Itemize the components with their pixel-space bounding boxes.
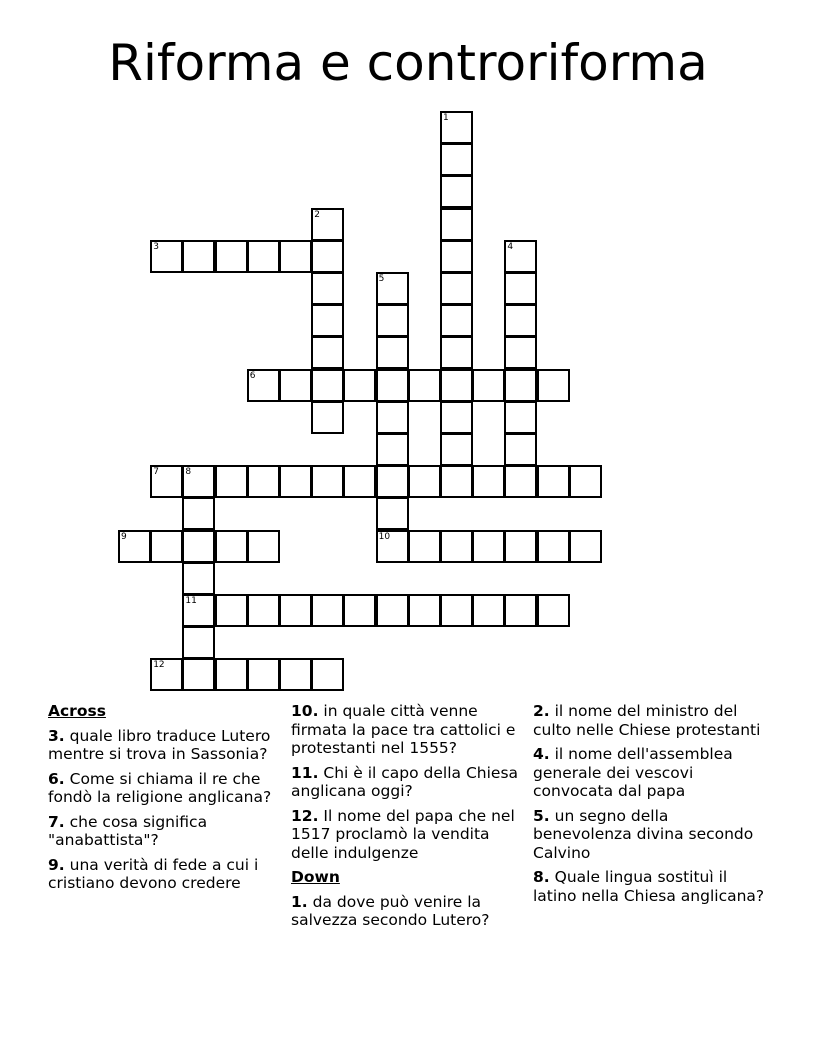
clues-column-1: [48, 702, 274, 899]
clue-down-2: 2. il nome del ministro del culto nelle Chiese protestanti: [533, 702, 761, 739]
grid-cell[interactable]: [247, 530, 280, 563]
cell-number: 11: [185, 596, 197, 606]
grid-cell[interactable]: [376, 336, 409, 369]
grid-cell[interactable]: [472, 465, 505, 498]
grid-cell[interactable]: [311, 465, 344, 498]
grid-cell[interactable]: [504, 304, 537, 337]
grid-cell[interactable]: [150, 240, 183, 273]
grid-cell[interactable]: [440, 401, 473, 434]
grid-cell[interactable]: [150, 465, 183, 498]
grid-cell[interactable]: [472, 530, 505, 563]
grid-cell[interactable]: [343, 465, 376, 498]
grid-cell[interactable]: [472, 369, 505, 402]
grid-cell[interactable]: [311, 304, 344, 337]
cell-number: 3: [153, 241, 159, 252]
grid-cell[interactable]: [279, 594, 312, 627]
down-heading: Down: [291, 868, 340, 886]
grid-cell[interactable]: [440, 594, 473, 627]
grid-cell[interactable]: [408, 369, 441, 402]
clue-down-8: 8. Quale lingua sostituì il latino nella Chiesa anglicana?: [533, 868, 765, 905]
grid-cell[interactable]: [569, 530, 602, 563]
grid-cell[interactable]: [182, 497, 215, 530]
grid-cell[interactable]: [311, 401, 344, 434]
grid-cell[interactable]: [182, 530, 215, 563]
grid-cell[interactable]: [408, 594, 441, 627]
grid-cell[interactable]: [504, 433, 537, 466]
grid-cell[interactable]: [279, 658, 312, 691]
grid-cell[interactable]: [182, 626, 215, 659]
grid-cell[interactable]: [150, 658, 183, 691]
cell-number: 12: [153, 660, 165, 671]
grid-cell[interactable]: [343, 369, 376, 402]
grid-cell[interactable]: [311, 208, 344, 241]
grid-cell[interactable]: [569, 465, 602, 498]
grid-cell[interactable]: [215, 240, 248, 273]
grid-cell[interactable]: [343, 594, 376, 627]
grid-cell[interactable]: [440, 175, 473, 208]
grid-cell[interactable]: [279, 240, 312, 273]
grid-cell[interactable]: [440, 240, 473, 273]
grid-cell[interactable]: [440, 530, 473, 563]
grid-cell[interactable]: [537, 530, 570, 563]
grid-cell[interactable]: [182, 594, 215, 627]
grid-cell[interactable]: [279, 465, 312, 498]
clue-across-9: 9. una verità di fede a cui i cristiano devono credere: [48, 855, 259, 892]
cell-number: 1: [443, 113, 449, 123]
page-title: Riforma e controriforma: [108, 34, 708, 92]
grid-cell[interactable]: [376, 497, 409, 530]
grid-cell[interactable]: [247, 369, 280, 402]
grid-cell[interactable]: [182, 465, 215, 498]
grid-cell[interactable]: [182, 658, 215, 691]
clues-column-3: [533, 702, 765, 911]
cell-number: 6: [249, 370, 256, 381]
grid-cell[interactable]: [215, 465, 248, 498]
grid-cell[interactable]: [182, 240, 215, 273]
clue-across-7: 7. che cosa significa "anabattista"?: [48, 812, 208, 849]
cell-number: 4: [507, 241, 514, 252]
clue-down-1: 1. da dove può venire la salvezza secondo Lutero?: [291, 892, 490, 929]
grid-cell[interactable]: [504, 465, 537, 498]
grid-cell[interactable]: [504, 401, 537, 434]
grid-cell[interactable]: [440, 208, 473, 241]
clue-down-4: 4. il nome dell'assemblea generale dei vescovi convocata dal papa: [533, 745, 733, 800]
grid-cell[interactable]: [376, 465, 409, 498]
grid-cell[interactable]: [440, 272, 473, 305]
grid-cell[interactable]: [440, 304, 473, 337]
grid-cell[interactable]: [118, 530, 151, 563]
grid-cell[interactable]: [150, 530, 183, 563]
grid-cell[interactable]: [182, 562, 215, 595]
grid-cell[interactable]: [440, 433, 473, 466]
grid-cell[interactable]: [311, 240, 344, 273]
grid-cell[interactable]: [215, 658, 248, 691]
grid-cell[interactable]: [376, 530, 409, 563]
grid-cell[interactable]: [504, 336, 537, 369]
grid-cell[interactable]: [408, 465, 441, 498]
grid-cell[interactable]: [537, 594, 570, 627]
grid-cell[interactable]: [247, 658, 280, 691]
cell-number: 7: [153, 467, 159, 478]
grid-cell[interactable]: [440, 465, 473, 498]
cell-number: 9: [121, 531, 127, 542]
grid-cell[interactable]: [537, 465, 570, 498]
grid-cell[interactable]: [504, 594, 537, 627]
grid-cell[interactable]: [440, 336, 473, 369]
grid-cell[interactable]: [247, 465, 280, 498]
clue-across-11: 11. Chi è il capo della Chiesa anglicana oggi?: [291, 763, 519, 800]
grid-cell[interactable]: [504, 272, 537, 305]
grid-cell[interactable]: [376, 369, 409, 402]
clue-across-10: 10. in quale città venne firmata la pace tra cattolici e protestanti nel 1555?: [291, 702, 516, 757]
grid-cell[interactable]: [440, 143, 473, 176]
grid-cell[interactable]: [311, 369, 344, 402]
grid-cell[interactable]: [504, 530, 537, 563]
clue-across-6: 6. Come si chiama il re che fondò la religione anglicana?: [48, 769, 272, 806]
grid-cell[interactable]: [311, 272, 344, 305]
grid-cell[interactable]: [247, 240, 280, 273]
clue-down-5: 5. un segno della benevolenza divina secondo Calvino: [533, 806, 754, 862]
cell-number: 2: [314, 209, 320, 220]
grid-cell[interactable]: [440, 111, 473, 144]
clue-across-12: 12. Il nome del papa che nel 1517 proclamò la vendita delle indulgenze: [291, 806, 515, 862]
grid-cell[interactable]: [279, 369, 312, 402]
grid-cell[interactable]: [376, 272, 409, 305]
clue-across-3: 3. quale libro traduce Lutero mentre si trova in Sassonia?: [48, 726, 271, 763]
grid-cell[interactable]: [311, 336, 344, 369]
cell-number: 8: [185, 467, 192, 478]
grid-cell[interactable]: [440, 369, 473, 402]
cell-number: 10: [378, 531, 391, 542]
grid-cell[interactable]: [408, 530, 441, 563]
grid-cell[interactable]: [504, 240, 537, 273]
grid-cell[interactable]: [311, 594, 344, 627]
clues-column-2: [291, 702, 519, 936]
grid-cell[interactable]: [472, 594, 505, 627]
cell-number: 5: [378, 274, 385, 284]
grid-cell[interactable]: [215, 530, 248, 563]
across-heading: Across: [48, 702, 106, 720]
grid-cell[interactable]: [247, 594, 280, 627]
grid-cell[interactable]: [537, 369, 570, 402]
grid-cell[interactable]: [311, 658, 344, 691]
grid-cell[interactable]: [376, 304, 409, 337]
grid-cell[interactable]: [376, 594, 409, 627]
grid-cell[interactable]: [376, 433, 409, 466]
grid-cell[interactable]: [215, 594, 248, 627]
grid-cell[interactable]: [504, 369, 537, 402]
grid-cell[interactable]: [376, 401, 409, 434]
